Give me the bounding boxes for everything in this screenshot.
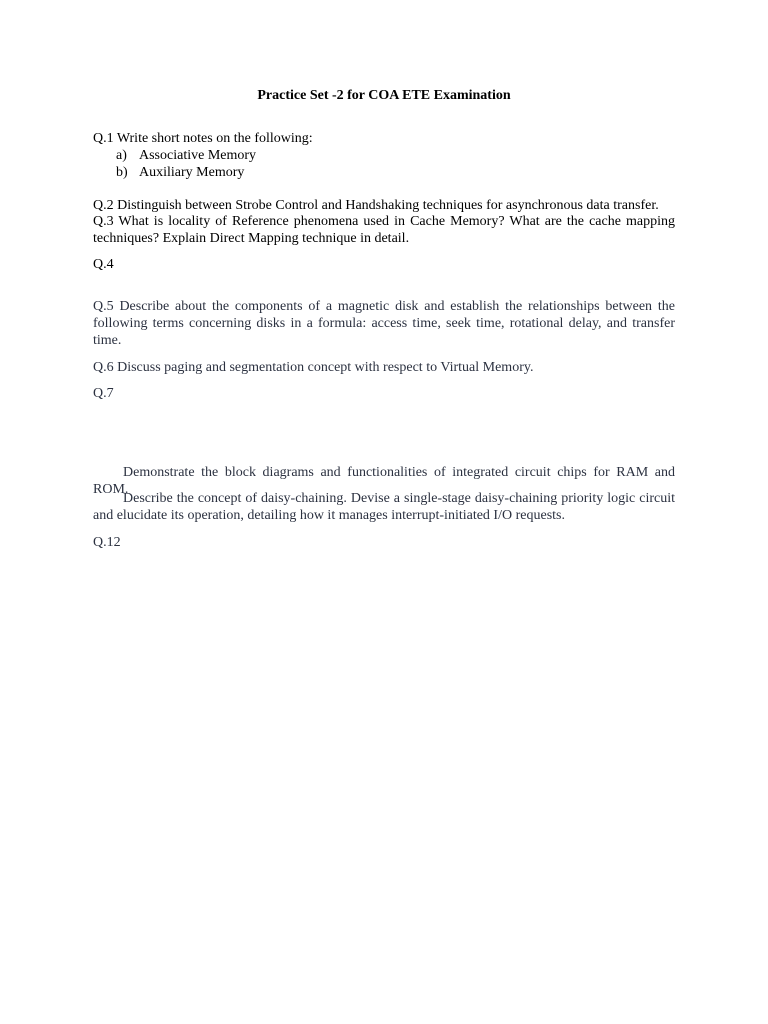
question-12: Q.12	[93, 535, 121, 550]
question-1: Q.1 Write short notes on the following:	[93, 131, 313, 146]
list-item-label: Associative Memory	[139, 148, 257, 163]
list-marker: a)	[116, 148, 127, 163]
document-title: Practice Set -2 for COA ETE Examination	[257, 88, 511, 103]
paragraph-ram-rom: Demonstrate the block diagrams and functionalities of integrated circuit chips for RAM and ROM.	[93, 465, 675, 497]
question-2: Q.2 Distinguish between Strobe Control and Handshaking techniques for asynchronous data transfer.	[93, 198, 659, 213]
question-1-item-b	[116, 164, 244, 181]
question-3: Q.3 What is locality of Reference phenomena used in Cache Memory? What are the cache mapping techniques? Explain Direct Mapping technique in detail.	[93, 214, 675, 246]
question-1-item-a	[116, 147, 256, 164]
question-6: Q.6 Discuss paging and segmentation concept with respect to Virtual Memory.	[93, 360, 534, 375]
list-item-label: Auxiliary Memory	[139, 165, 245, 180]
question-4: Q.4	[93, 257, 114, 272]
question-7: Q.7	[93, 386, 114, 401]
list-marker: b)	[116, 165, 128, 180]
paragraph-daisy-chaining: Describe the concept of daisy-chaining. Devise a single-stage daisy-chaining priority logic circuit and elucidate its operation, detailing how it manages interrupt-initiated I/O requests.	[93, 491, 675, 523]
question-5: Q.5 Describe about the components of a magnetic disk and establish the relationships between the following terms concerning disks in a formula: access time, seek time, rotational delay, and transfer time.	[93, 299, 675, 348]
